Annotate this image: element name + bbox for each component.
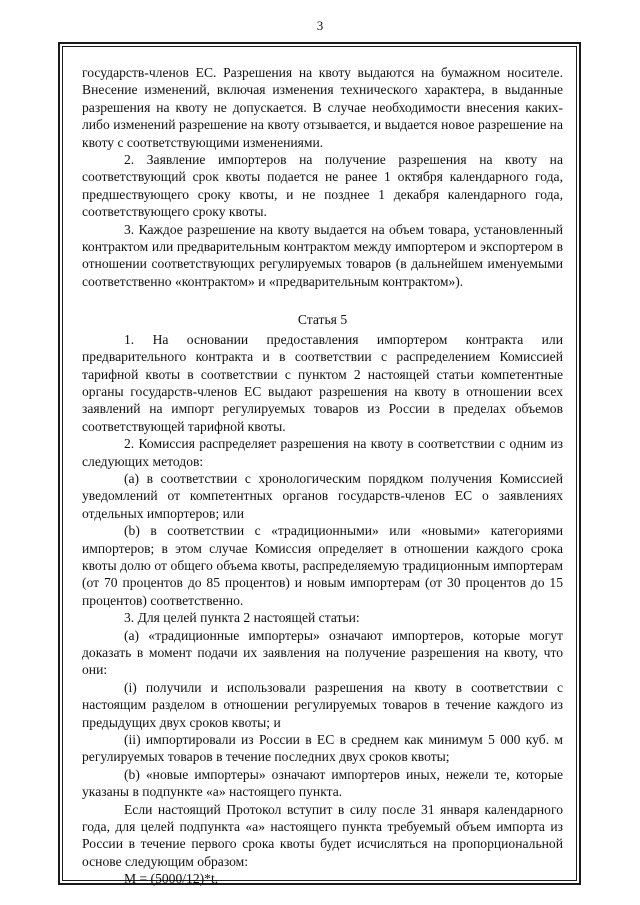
article5-item-3a: (a) «традиционные импортеры» означают импортеров, которые могут доказать в момент подачи их заявления на получение разрешения на квоту, что они: xyxy=(82,627,563,678)
paragraph-item-3: 3. Каждое разрешение на квоту выдается на объем товара, установленный контрактом или предварительным контрактом между импортером и экспортером в отношении соответствующих регулируемых товаров (в дальнейшем именуемыми соответственно «контрактом» и «предварительным контрактом»). xyxy=(82,221,563,289)
article5-item-2a: (a) в соответствии с хронологическим порядком получения Комиссией уведомлений от компетентных органов государств-членов ЕС о заявлениях отдельных импортеров; или xyxy=(82,470,563,521)
page-number: 3 xyxy=(316,18,324,33)
article5-item-3b: (b) «новые импортеры» означают импортеров иных, нежели те, которые указаны в подпункте «а» настоящего пункта. xyxy=(82,766,563,800)
article5-item-3: 3. Для целей пункта 2 настоящей статьи: xyxy=(124,610,360,626)
document-body xyxy=(82,64,563,888)
article5-item-1: 1. На основании предоставления импортером контракта или предварительного контракта и в соответствии с распределением Комиссией тарифной квоты в соответствии с пунктом 2 настоящей статьи компетентные органы государств-членов ЕС выдают разрешения на квоту в отношении всех заявлений на импорт регулируемых товаров из России в пределах объемов соответствующей тарифной квоты. xyxy=(82,331,563,434)
article-heading: Статья 5 xyxy=(297,312,348,328)
paragraph-item-2: 2. Заявление импортеров на получение разрешения на квоту на соответствующий срок квоты подается не ранее 1 октября календарного года, предшествующего сроку квоты, и не позднее 1 декабря календарного года, соответствующего сроку квоты. xyxy=(82,152,563,220)
article5-item-3a-ii: (ii) импортировали из России в ЕС в среднем как минимум 5 000 куб. м регулируемых товаров в течение последних двух сроков квоты; xyxy=(82,732,563,765)
article5-proration-note: Если настоящий Протокол вступит в силу после 31 января календарного года, для целей подпункта «а» настоящего пункта требуемый объем импорта из России в течение первого срока квоты будет исчисляться на пропорциональной основе следующим образом: xyxy=(82,801,563,869)
article5-item-3a-i: (i) получили и использовали разрешения на квоту в соответствии с настоящим разделом в отношении регулируемых товаров в течение каждого из предыдущих двух сроков квоты; и xyxy=(82,679,563,730)
formula: M = (5000/12)*t, xyxy=(124,871,219,887)
article5-item-2: 2. Комиссия распределяет разрешения на квоту в соответствии с одним из следующих методов: xyxy=(82,436,563,469)
article5-item-2b: (b) в соответствии с «традиционными» или «новыми» категориями импортеров; в этом случае Комиссия определяет в отношении каждого срока квоты долю от общего объема квоты, распределяемую традиционным импортерам (от 70 процентов до 85 процентов) и новым импортерам (от 30 процентов до 15 процентов) соответственно. xyxy=(82,523,563,608)
paragraph-continuation: государств-членов ЕС. Разрешения на квоту выдаются на бумажном носителе. Внесение изменений, включая изменения технического характера, в выданные разрешения на квоту не допускается. В случае необходимости внесения каких-либо изменений разрешение на квоту отзывается, и выдается новое разрешение на квоту с соответствующими изменениями. xyxy=(82,65,563,150)
